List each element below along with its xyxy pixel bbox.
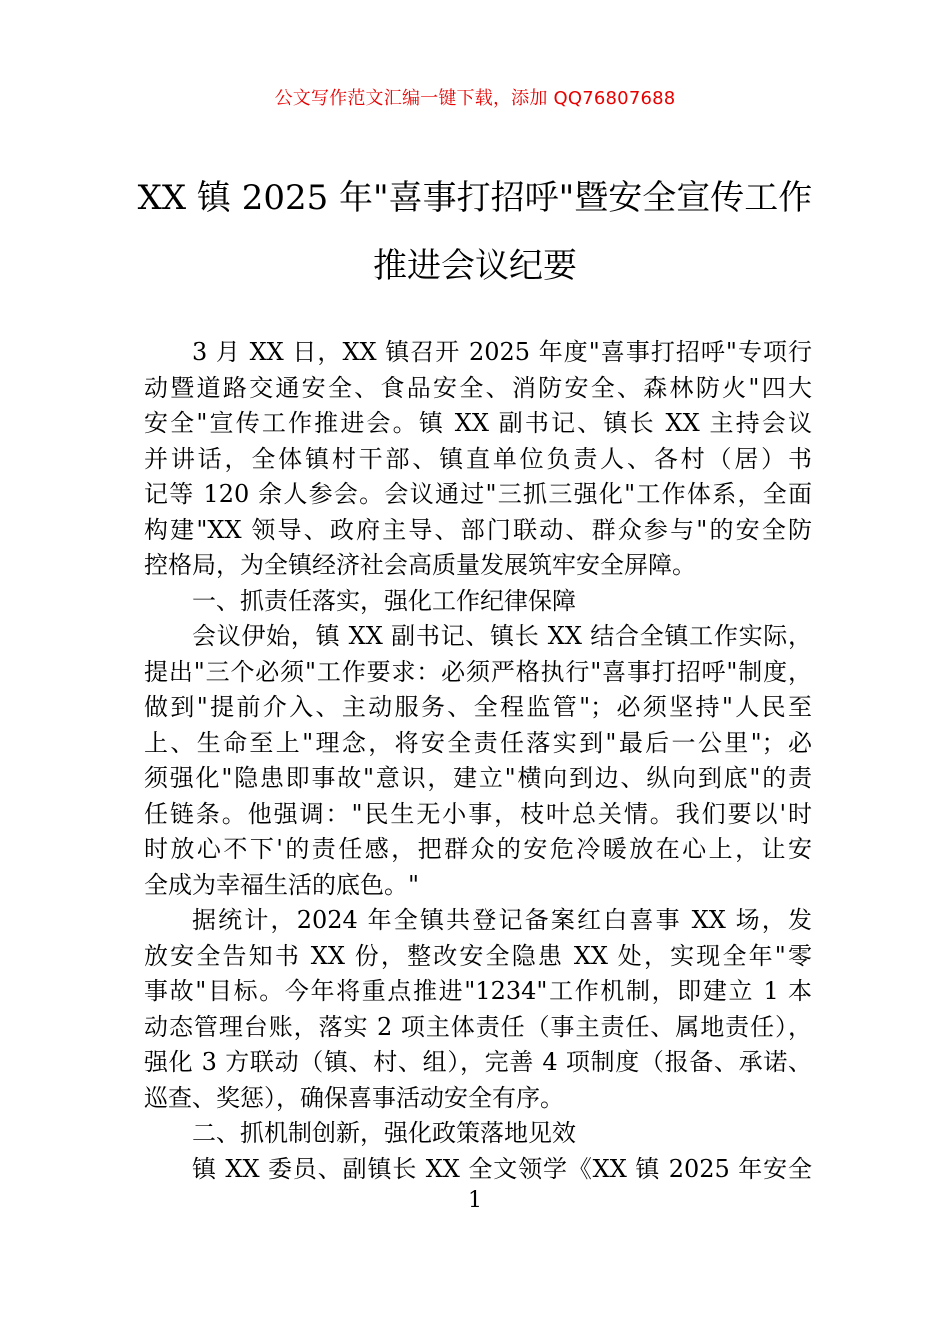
section-heading-1: 一、抓责任落实，强化工作纪律保障 bbox=[192, 586, 576, 615]
paragraph-line: 上、生命至上"理念，将安全责任落实到"最后一公里"；必 bbox=[144, 728, 812, 757]
paragraph-line: 据统计，2024 年全镇共登记备案红白喜事 XX 场，发 bbox=[192, 906, 812, 934]
paragraph-line: 3 月 XX 日，XX 镇召开 2025 年度"喜事打招呼"专项行 bbox=[192, 338, 812, 366]
paragraph-line: 安全"宣传工作推进会。镇 XX 副书记、镇长 XX 主持会议 bbox=[144, 409, 812, 437]
paragraph-line: 时放心不下'的责任感，把群众的安危冷暖放在心上，让安 bbox=[144, 835, 812, 863]
document-title-line-2: 推进会议纪要 bbox=[373, 246, 577, 286]
paragraph-line: 镇 XX 委员、副镇长 XX 全文领学《XX 镇 2025 年安全 bbox=[192, 1154, 812, 1183]
paragraph-line: 控格局，为全镇经济社会高质量发展筑牢安全屏障。 bbox=[144, 551, 696, 579]
paragraph-line: 放安全告知书 XX 份，整改安全隐患 XX 处，实现全年"零 bbox=[144, 941, 812, 970]
paragraph-line: 构建"XX 领导、政府主导、部门联动、群众参与"的安全防 bbox=[144, 515, 812, 544]
paragraph-line: 动态管理台账，落实 2 项主体责任（事主责任、属地责任）， bbox=[144, 1012, 812, 1041]
paragraph-line: 事故"目标。今年将重点推进"1234"工作机制，即建立 1 本 bbox=[144, 977, 812, 1005]
paragraph-line: 任链条。他强调："民生无小事，枝叶总关情。我们要以'时 bbox=[144, 799, 812, 828]
paragraph-line: 提出"三个必须"工作要求：必须严格执行"喜事打招呼"制度， bbox=[144, 657, 812, 686]
document-body bbox=[144, 335, 812, 1187]
paragraph-line: 强化 3 方联动（镇、村、组），完善 4 项制度（报备、承诺、 bbox=[144, 1048, 812, 1076]
paragraph-line: 并讲话，全体镇村干部、镇直单位负责人、各村（居）书 bbox=[144, 444, 812, 473]
paragraph-line: 做到"提前介入、主动服务、全程监管"；必须坚持"人民至 bbox=[144, 693, 812, 721]
paragraph-line: 记等 120 余人参会。会议通过"三抓三强化"工作体系，全面 bbox=[144, 480, 812, 508]
paragraph-line: 须强化"隐患即事故"意识，建立"横向到边、纵向到底"的责 bbox=[144, 764, 812, 792]
paragraph-line: 巡查、奖惩），确保喜事活动安全有序。 bbox=[144, 1083, 564, 1112]
download-notice: 公文写作范文汇编一键下载，添加 QQ76807688 bbox=[274, 88, 676, 109]
document-title-line-1: XX 镇 2025 年"喜事打招呼"暨安全宣传工作 bbox=[137, 178, 813, 218]
section-heading-2: 二、抓机制创新，强化政策落地见效 bbox=[192, 1119, 576, 1147]
paragraph-line: 全成为幸福生活的底色。" bbox=[144, 870, 420, 899]
paragraph-line: 会议伊始，镇 XX 副书记、镇长 XX 结合全镇工作实际， bbox=[192, 622, 812, 650]
page-number: 1 bbox=[468, 1188, 482, 1213]
paragraph-line: 动暨道路交通安全、食品安全、消防安全、森林防火"四大 bbox=[144, 373, 812, 402]
